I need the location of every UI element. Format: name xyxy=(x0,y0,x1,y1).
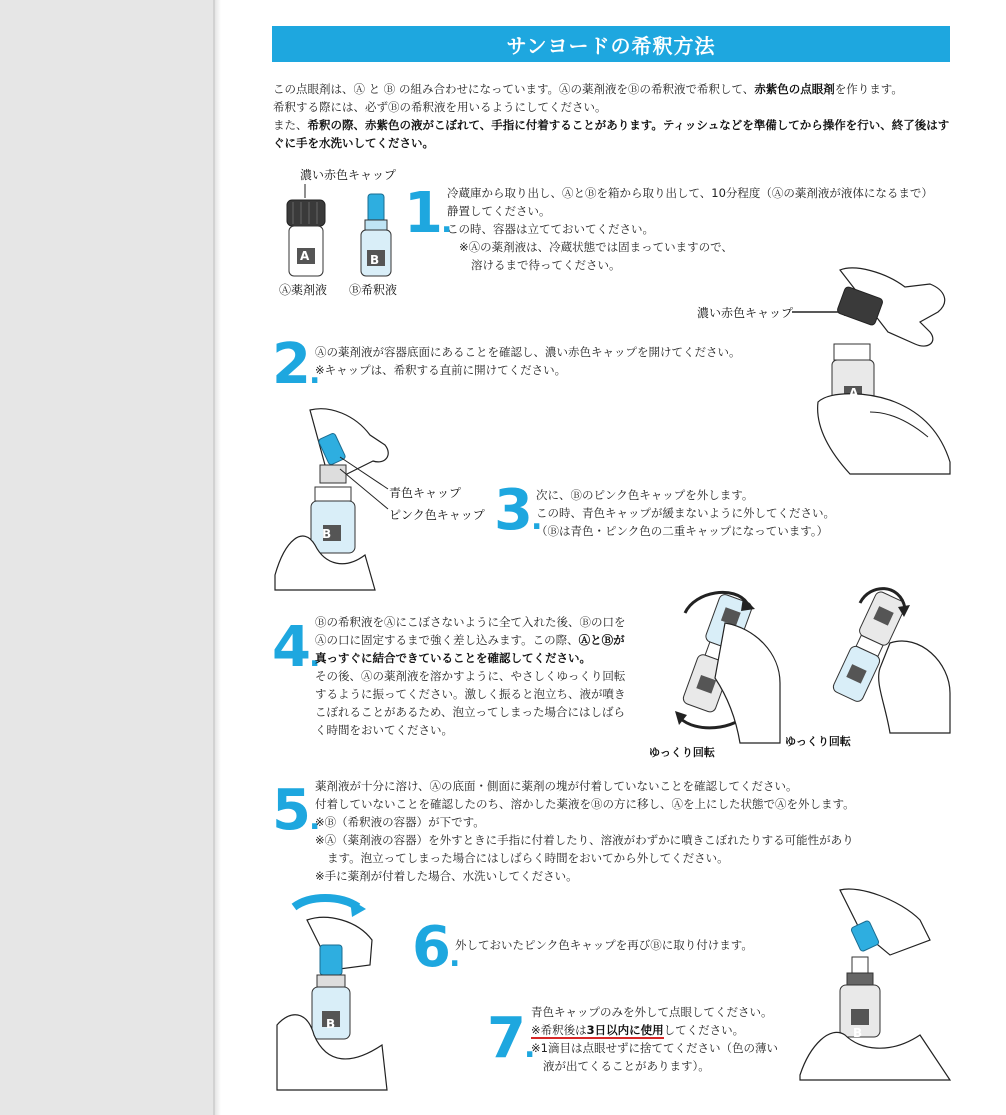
left-margin xyxy=(0,0,215,1115)
hand-open-cap-icon xyxy=(810,262,955,477)
bottle-a-letter-2: A xyxy=(849,386,859,400)
slow-rotate-label-2: ゆっくり回転 xyxy=(785,735,851,748)
step-2-text: Ⓐの薬剤液が容器底面にあることを確認し、濃い赤色キャップを開けてください。 ※キャップは、希釈する直前に開けてください。 xyxy=(315,345,741,377)
hand-attach-cap-icon xyxy=(272,895,397,1090)
intro-line-2: 希釈する際には、必ずⒷの希釈液を用いるようにしてください。 xyxy=(273,100,607,114)
step-4-number: 4. xyxy=(272,615,319,680)
page-title: サンヨードの希釈方法 xyxy=(272,26,950,62)
bottle-b-letter-2: B xyxy=(322,527,332,541)
slow-rotate-label-1: ゆっくり回転 xyxy=(649,746,715,759)
step-5-text: 薬剤液が十分に溶け、Ⓐの底面・側面に薬剤の塊が付着していないことを確認してください。 付着していないことを確認したのち、溶かした薬液をⒷの方に移し、Ⓐを上にした状態でⒶを外します。 ※Ⓑ（希釈液の容器）が下です。 ※Ⓐ（薬剤液の容器）を外すときに手指に付着したり、溶液がわずかに噴きこぼれたりする可能性があり ます。泡立ってしまった場合にはしばらく時間をおいてから外してください。 ※手に薬剤が付着した場合、水洗いしてください。 xyxy=(315,779,855,883)
step-5-number: 5. xyxy=(272,778,319,843)
bottle-b-letter: B xyxy=(370,253,380,267)
step-6-text: 外しておいたピンク色キャップを再びⒷに取り付けます。 xyxy=(455,938,753,952)
b-diluent-label: Ⓑ希釈液 xyxy=(349,283,398,297)
intro-text xyxy=(273,80,953,152)
step-1-text: 冷蔵庫から取り出し、ⒶとⒷを箱から取り出して、10分程度（Ⓐの薬剤液が液体になるまで） 静置してください。 この時、容器は立てておいてください。 ※Ⓐの薬剤液は、冷蔵状態では固まっていますので、 溶けるまで待ってください。 xyxy=(447,186,933,272)
pointer-lines-icon xyxy=(340,455,390,515)
rotate-bottles-left-icon xyxy=(655,583,780,743)
rotate-bottles-right-icon xyxy=(790,583,955,733)
hand-remove-blue-cap-icon xyxy=(800,885,955,1085)
dark-red-cap-label: 濃い赤色キャップ xyxy=(300,168,397,182)
step-1-number: 1. xyxy=(404,181,451,246)
bottle-b-letter-3: B xyxy=(326,1017,336,1031)
step-7-text: 青色キャップのみを外して点眼してください。 ※希釈後は3日以内に使用してください。 ※1滴目は点眼せずに捨ててください（色の薄い 液が出てくることがあります）。 xyxy=(531,1005,778,1073)
step-7-number: 7. xyxy=(487,1006,534,1071)
intro-line-3: また、希釈の際、赤紫色の液がこぼれて、手指に付着することがあります。ティッシュなどを準備してから操作を行い、終了後はすぐに手を水洗いしてください。 xyxy=(273,118,950,150)
intro-line-1: この点眼剤は、Ⓐ と Ⓑ の組み合わせになっています。Ⓐの薬剤液をⒷの希釈液で希釈して、赤紫色の点眼剤を作ります。 xyxy=(273,82,903,96)
bottle-a-letter: A xyxy=(300,249,310,263)
step-3-number: 3. xyxy=(494,478,541,543)
bottle-b-letter-4: B xyxy=(853,1026,863,1040)
step-3-text: 次に、Ⓑのピンク色キャップを外します。 この時、青色キャップが緩まないように外してください。 （Ⓑは青色・ピンク色の二重キャップになっています。） xyxy=(536,488,835,538)
step-6-number: 6. xyxy=(412,915,459,980)
dark-red-cap-label-2: 濃い赤色キャップ xyxy=(697,306,794,320)
bottle-a-icon xyxy=(283,182,333,282)
step-4-text: Ⓑの希釈液をⒶにこぼさないように全て入れた後、Ⓑの口を Ⓐの口に固定するまで強く差し込みます。この際、ⒶとⒷが 真っすぐに結合できていることを確認してください。 その後、Ⓐの薬剤液を溶かすように、やさしくゆっくり回転 するように振ってください。激しく振ると泡立ち、液が噴き こぼれることがあるため、泡立ってしまった場合にはしばら く時間をおいてください。 xyxy=(315,615,626,737)
page-edge-shadow xyxy=(215,0,221,1115)
blue-cap-label: 青色キャップ xyxy=(389,486,462,500)
a-medicine-label: Ⓐ薬剤液 xyxy=(279,283,328,297)
pink-cap-label: ピンク色キャップ xyxy=(389,508,485,522)
step-2-number: 2. xyxy=(272,332,319,397)
